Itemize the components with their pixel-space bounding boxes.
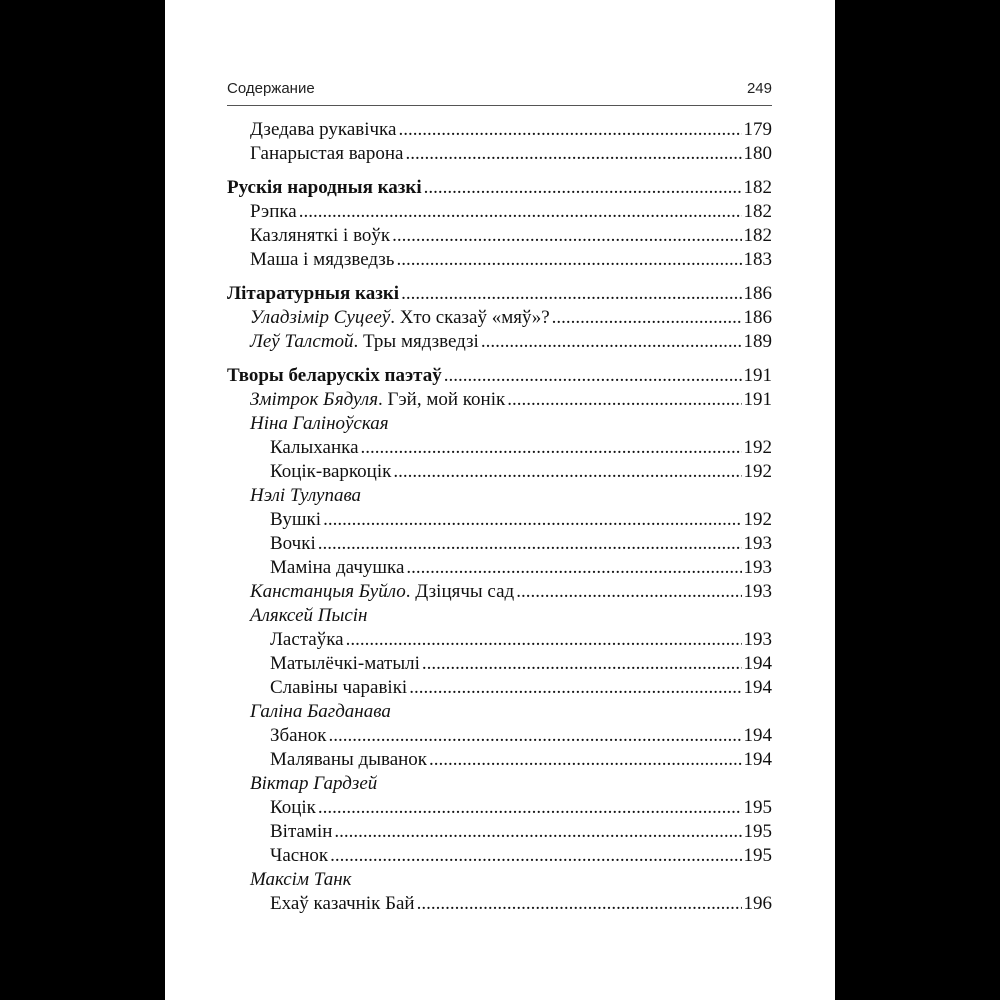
toc-page-number: 194 <box>743 653 772 674</box>
toc-author-heading <box>227 772 772 796</box>
toc-title: . Тры мядзведзі <box>353 331 479 352</box>
dot-leader <box>424 176 742 200</box>
dot-leader <box>405 142 741 166</box>
dot-leader <box>444 364 742 388</box>
dot-leader <box>552 306 742 330</box>
toc-title: Славіны чаравікі <box>270 677 408 698</box>
toc-entry <box>227 556 772 580</box>
dot-leader <box>406 556 741 580</box>
toc-title: Ніна Галіноўская <box>250 413 389 434</box>
toc-page-number: 192 <box>743 461 772 482</box>
toc-author-heading <box>227 484 772 508</box>
toc-author: Змітрок Бядуля <box>250 389 379 410</box>
toc-page-number: 194 <box>743 677 772 698</box>
toc-entry <box>227 724 772 748</box>
dot-leader <box>396 248 741 272</box>
toc-entry <box>227 508 772 532</box>
toc-author-heading <box>227 604 772 628</box>
toc-entry <box>227 306 772 330</box>
dot-leader <box>329 724 742 748</box>
header-page-number: 249 <box>746 80 772 97</box>
toc-label <box>270 820 332 844</box>
toc-title: Матылёчкі-матылі <box>270 653 420 674</box>
dot-leader <box>346 628 742 652</box>
toc-label <box>270 652 420 676</box>
toc-page-number: 193 <box>743 629 772 650</box>
toc-page-number: 179 <box>743 119 772 140</box>
toc-page-number: 193 <box>743 581 772 602</box>
toc-entry <box>227 436 772 460</box>
dot-leader <box>318 796 742 820</box>
toc-page-number: 193 <box>743 533 772 554</box>
toc-entry <box>227 652 772 676</box>
toc-page-number: 195 <box>743 845 772 866</box>
toc-label <box>250 330 479 354</box>
toc-title: Коцік-варкоцік <box>270 461 392 482</box>
toc-author-heading <box>227 412 772 436</box>
toc-page-number: 182 <box>743 177 772 198</box>
dot-leader <box>393 460 741 484</box>
toc-entry <box>227 200 772 224</box>
toc-label <box>250 306 550 330</box>
toc-entry <box>227 748 772 772</box>
toc-label <box>250 484 361 508</box>
toc-entry <box>227 248 772 272</box>
toc-title: Дзедава рукавічка <box>250 119 397 140</box>
toc-page-number: 182 <box>743 201 772 222</box>
dot-leader <box>417 892 742 916</box>
toc-entry <box>227 330 772 354</box>
dot-leader <box>361 436 742 460</box>
toc-label <box>227 176 422 200</box>
toc-title: Часнок <box>270 845 329 866</box>
toc-entry <box>227 844 772 868</box>
toc-page-number: 182 <box>743 225 772 246</box>
toc-label <box>270 556 404 580</box>
toc-label <box>250 412 389 436</box>
toc-label <box>250 200 297 224</box>
toc-author: Леў Талстой <box>250 331 354 352</box>
toc-page-number: 195 <box>743 797 772 818</box>
dot-leader <box>318 532 742 556</box>
toc-title: Аляксей Пысін <box>250 605 368 626</box>
toc-title: Казляняткі і воўк <box>250 225 391 246</box>
toc-title: Рэпка <box>250 201 297 222</box>
toc-entry <box>227 460 772 484</box>
toc-entry <box>227 532 772 556</box>
toc-label <box>270 796 316 820</box>
toc-page-number: 183 <box>743 249 772 270</box>
toc-entry <box>227 628 772 652</box>
toc-label <box>250 868 352 892</box>
toc-title: Творы беларускіх паэтаў <box>227 365 442 386</box>
toc-entry <box>227 388 772 412</box>
toc-title: Калыханка <box>270 437 359 458</box>
toc-label <box>270 508 321 532</box>
toc-label <box>250 388 505 412</box>
toc-label <box>250 772 377 796</box>
book-page <box>165 0 835 1000</box>
toc-entry <box>227 796 772 820</box>
toc-label <box>250 580 514 604</box>
toc-title: Літаратурныя казкі <box>227 283 400 304</box>
toc-label <box>250 700 391 724</box>
toc-author: Канстанцыя Буйло <box>250 581 406 602</box>
toc-title: Ехаў казачнік Бай <box>270 893 415 914</box>
toc-title: Максім Танк <box>250 869 352 890</box>
dot-leader <box>398 118 741 142</box>
toc-title: Коцік <box>270 797 316 818</box>
toc-author-heading <box>227 700 772 724</box>
toc-page-number: 189 <box>743 331 772 352</box>
toc-label <box>270 724 327 748</box>
header-rule <box>227 105 772 106</box>
toc-page-number: 193 <box>743 557 772 578</box>
dot-leader <box>299 200 742 224</box>
toc-title: Маляваны дыванок <box>270 749 428 770</box>
toc-page-number: 186 <box>743 307 772 328</box>
toc-author-heading <box>227 868 772 892</box>
dot-leader <box>481 330 742 354</box>
dot-leader <box>323 508 741 532</box>
toc-label <box>227 364 442 388</box>
dot-leader <box>330 844 741 868</box>
toc-page-number: 180 <box>743 143 772 164</box>
toc-title: Вітамін <box>270 821 333 842</box>
toc-page-number: 194 <box>743 749 772 770</box>
toc-label <box>270 844 328 868</box>
dot-leader <box>334 820 741 844</box>
toc-title: Маміна дачушка <box>270 557 405 578</box>
toc-title: . Дзіцячы сад <box>405 581 515 602</box>
toc-title: Ганарыстая варона <box>250 143 404 164</box>
toc-entry <box>227 224 772 248</box>
toc-page-number: 186 <box>743 283 772 304</box>
toc-page-number: 192 <box>743 437 772 458</box>
toc-entry <box>227 118 772 142</box>
toc-entry <box>227 142 772 166</box>
toc-label <box>270 460 391 484</box>
toc-section <box>227 364 772 388</box>
dot-leader <box>429 748 741 772</box>
dot-leader <box>392 224 741 248</box>
running-header <box>227 80 772 106</box>
dot-leader <box>516 580 741 604</box>
toc-page-number: 196 <box>743 893 772 914</box>
dot-leader <box>409 676 741 700</box>
toc-label <box>250 604 367 628</box>
toc-label <box>227 282 399 306</box>
toc-author: Уладзімір Суцееў <box>250 307 391 328</box>
toc-title: . Гэй, мой конік <box>378 389 506 410</box>
toc-label <box>270 628 344 652</box>
toc-title: Рускія народныя казкі <box>227 177 422 198</box>
toc-entry <box>227 892 772 916</box>
toc-label <box>250 248 394 272</box>
toc-entry <box>227 676 772 700</box>
toc-title: . Хто сказаў «мяў»? <box>390 307 550 328</box>
toc-title: Вушкі <box>270 509 322 530</box>
toc-page-number: 191 <box>743 365 772 386</box>
toc-title: Вочкі <box>270 533 316 554</box>
toc-label <box>270 892 415 916</box>
dot-leader <box>422 652 742 676</box>
toc-title: Віктар Гардзей <box>250 773 378 794</box>
toc-title: Ластаўка <box>270 629 344 650</box>
toc-page-number: 192 <box>743 509 772 530</box>
toc-title: Маша і мядзведзь <box>250 249 395 270</box>
toc-label <box>270 748 427 772</box>
dot-leader <box>401 282 741 306</box>
toc-label <box>250 224 390 248</box>
header-title: Содержание <box>227 80 315 97</box>
toc-label <box>250 142 403 166</box>
toc-entry <box>227 820 772 844</box>
toc-title: Збанок <box>270 725 327 746</box>
toc-page-number: 194 <box>743 725 772 746</box>
toc-section <box>227 176 772 200</box>
toc-label <box>270 436 359 460</box>
toc-title: Галіна Багданава <box>250 701 391 722</box>
toc-label <box>270 532 316 556</box>
toc-label <box>270 676 407 700</box>
toc-label <box>250 118 396 142</box>
toc-page-number: 191 <box>743 389 772 410</box>
table-of-contents <box>227 118 772 916</box>
toc-page-number: 195 <box>743 821 772 842</box>
toc-title: Нэлі Тулупава <box>250 485 362 506</box>
toc-entry <box>227 580 772 604</box>
dot-leader <box>507 388 741 412</box>
toc-section <box>227 282 772 306</box>
